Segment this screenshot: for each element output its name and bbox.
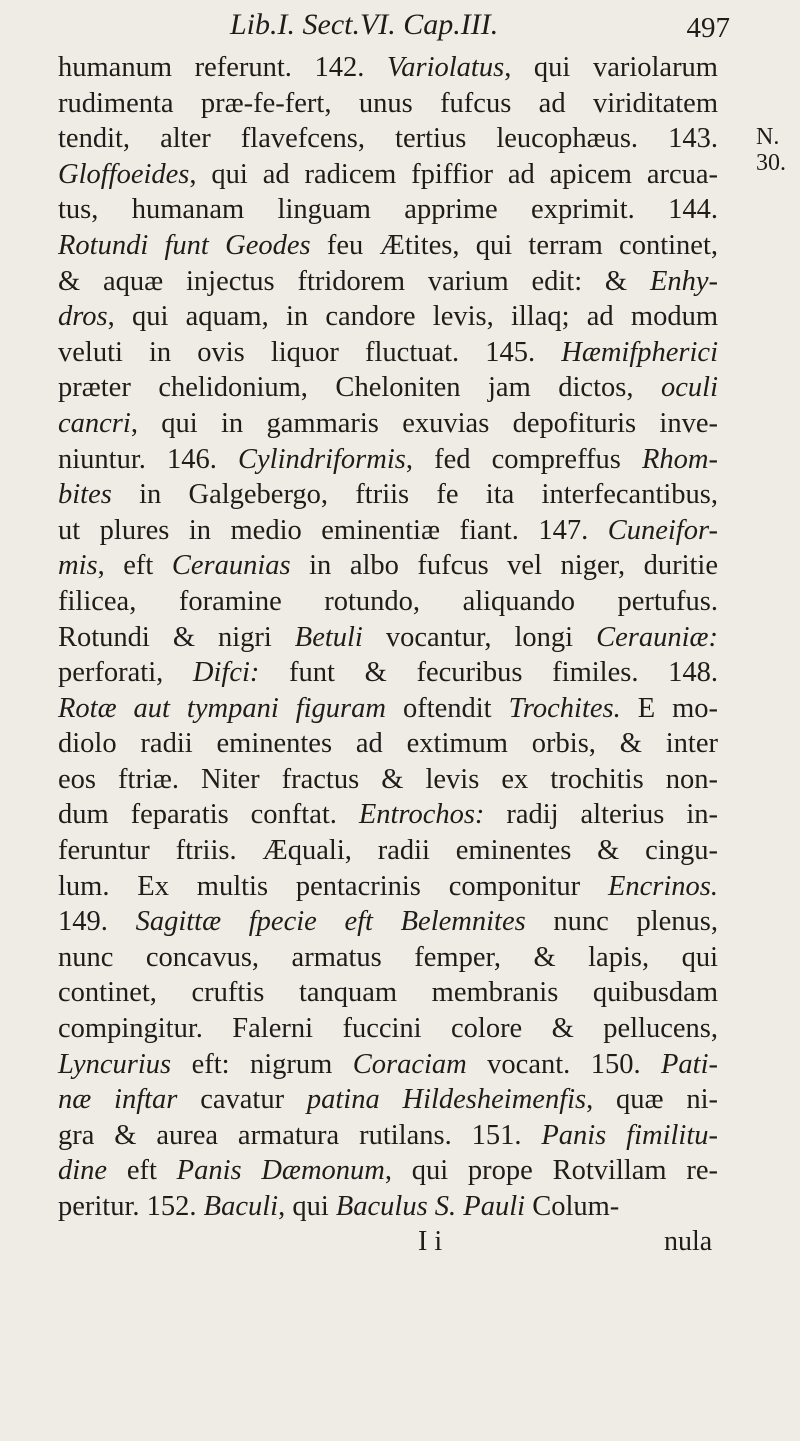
text-line	[58, 1082, 718, 1118]
text-run: Colum-	[525, 1191, 620, 1222]
text-line	[58, 940, 718, 976]
text-run: , qui prope Rotvillam re-	[384, 1155, 718, 1187]
text-line	[58, 264, 718, 300]
text-run: vocantur, longi	[362, 621, 597, 653]
text-line	[58, 975, 718, 1011]
italic-term: Baculi	[203, 1191, 279, 1222]
text-run: in Galgebergo, ftriis fe ita interfecantibus,	[111, 479, 718, 511]
text-run: perforati,	[58, 657, 193, 689]
text-run: , qui variolarum	[504, 52, 718, 83]
text-line	[58, 335, 718, 371]
catchword: nula	[664, 1226, 713, 1257]
text-line	[58, 442, 718, 478]
italic-term: Coraciam	[352, 1048, 467, 1080]
text-run: veluti in ovis liquor fluctuat. 145.	[58, 336, 562, 368]
text-run: peritur. 152.	[58, 1191, 204, 1222]
text-run: præter chelidonium, Cheloniten jam dictos,	[58, 372, 661, 404]
text-run: , eft	[97, 550, 172, 582]
text-line	[58, 1189, 718, 1225]
text-line	[58, 121, 718, 157]
text-run: , qui aquam, in candore levis, illaq; ad modum	[107, 301, 718, 333]
text-run: ut plures in medio eminentiæ fiant. 147.	[58, 514, 608, 546]
text-run: humanum referunt. 142.	[58, 52, 387, 83]
text-run: , qui in gammaris exuvias depofituris inve-	[130, 407, 718, 439]
text-run: radij alterius in-	[484, 799, 718, 831]
text-line	[58, 86, 718, 122]
text-line	[58, 1011, 718, 1047]
text-run: , qui	[278, 1191, 336, 1222]
italic-term: Rotundi funt Geodes	[58, 229, 311, 261]
running-header	[230, 8, 730, 50]
italic-term: Variolatus	[387, 52, 505, 83]
text-run: E mo-	[620, 692, 718, 724]
text-run: feruntur ftriis. Æquali, radii eminentes & cingu-	[58, 835, 718, 867]
italic-term: patina Hildesheimenfis	[306, 1084, 587, 1116]
text-line	[58, 192, 718, 228]
italic-term: Ceraunias	[171, 550, 291, 582]
text-run: lum. Ex multis pentacrinis componitur	[58, 870, 608, 902]
italic-term: Hæmifpherici	[561, 336, 718, 368]
italic-term: Encrinos.	[607, 870, 718, 902]
text-body	[58, 50, 718, 1225]
header-title: Lib.I. Sect.VI. Cap.III.	[230, 8, 499, 41]
italic-term: dine	[58, 1155, 108, 1187]
italic-term: Cylindriformis	[238, 443, 406, 475]
text-line	[58, 157, 718, 193]
italic-term: Baculus S. Pauli	[335, 1191, 526, 1222]
italic-term: Rhom-	[642, 443, 718, 475]
italic-term: Cerauniæ:	[596, 621, 718, 653]
italic-term: dros	[58, 301, 108, 333]
text-run: cavatur	[177, 1084, 307, 1116]
text-run: compingitur. Falerni fuccini colore & pellucens,	[58, 1013, 718, 1045]
text-line	[58, 833, 718, 869]
italic-term: Cuneifor-	[607, 514, 718, 546]
text-run: diolo radii eminentes ad extimum orbis, & inter	[58, 728, 718, 760]
text-run: niuntur. 146.	[58, 443, 238, 475]
italic-term: Difci:	[192, 657, 260, 689]
text-line	[58, 299, 718, 335]
text-line	[58, 513, 718, 549]
italic-term: Betuli	[294, 621, 363, 653]
text-line	[58, 620, 718, 656]
text-run: eft: nigrum	[171, 1048, 353, 1080]
italic-term: Trochites.	[508, 692, 621, 724]
text-run: & aquæ injectus ftridorem varium edit: &	[58, 265, 650, 297]
text-line	[58, 797, 718, 833]
text-run: oftendit	[385, 692, 509, 724]
text-line	[58, 904, 718, 940]
italic-term: Panis Dæmonum	[176, 1155, 385, 1187]
italic-term: Enhy-	[649, 265, 718, 297]
italic-term: Sagittæ fpecie eft Belemnites	[135, 906, 526, 938]
text-line	[58, 228, 718, 264]
italic-term: Gloffoeides	[58, 158, 190, 190]
text-run: funt & fecuribus fimiles. 148.	[259, 657, 718, 689]
italic-term: Rotæ aut tympani figuram	[58, 692, 386, 724]
text-line	[58, 1153, 718, 1189]
italic-term: oculi	[661, 372, 718, 404]
text-run: gra & aurea armatura rutilans. 151.	[58, 1119, 542, 1151]
text-line	[58, 869, 718, 905]
text-line	[58, 691, 718, 727]
italic-term: næ inftar	[58, 1084, 178, 1116]
signature-mark: I i	[418, 1226, 443, 1257]
text-run: tendit, alter flavefcens, tertius leucophæus. 143.	[58, 123, 718, 155]
text-run: tus, humanam linguam apprime exprimit. 144.	[58, 194, 718, 226]
text-run: in albo fufcus vel niger, duritie	[290, 550, 718, 582]
text-line	[58, 584, 718, 620]
text-run: 149.	[58, 906, 136, 938]
text-line	[58, 370, 718, 406]
text-run: , qui ad radicem fpiffior ad apicem arcua-	[189, 158, 718, 190]
text-line	[58, 1118, 718, 1154]
italic-term: Panis fimilitu-	[541, 1119, 718, 1151]
italic-term: bites	[58, 479, 112, 511]
text-run: eos ftriæ. Niter fractus & levis ex trochitis non-	[58, 763, 718, 795]
text-run: feu Ætites, qui terram continet,	[310, 229, 718, 261]
text-line	[58, 762, 718, 798]
text-line	[58, 50, 718, 86]
text-run: , quæ ni-	[586, 1084, 719, 1116]
text-line	[58, 548, 718, 584]
italic-term: Pati-	[661, 1048, 718, 1080]
text-run: dum feparatis conftat.	[58, 799, 359, 831]
italic-term: Entrochos:	[358, 799, 485, 831]
text-line	[58, 406, 718, 442]
text-run: , fed compreffus	[405, 443, 643, 475]
text-run: continet, cruftis tanquam membranis quibusdam	[58, 977, 718, 1009]
text-run: Rotundi & nigri	[58, 621, 295, 653]
text-run: rudimenta præ-fe-fert, unus fufcus ad viriditatem	[58, 87, 718, 119]
italic-term: cancri	[58, 407, 131, 439]
page-number: 497	[686, 12, 730, 44]
text-line	[58, 655, 718, 691]
text-line	[58, 726, 718, 762]
text-line	[58, 1047, 718, 1083]
italic-term: mis	[58, 550, 98, 582]
text-run: nunc plenus,	[525, 906, 719, 938]
margin-note: 30.	[756, 150, 786, 176]
text-run: filicea, foramine rotundo, aliquando pertufus.	[58, 585, 718, 617]
text-run: vocant. 150.	[466, 1048, 661, 1080]
margin-note: N.	[756, 124, 780, 150]
italic-term: Lyncurius	[58, 1048, 172, 1080]
text-line	[58, 477, 718, 513]
text-run: nunc concavus, armatus femper, & lapis, qui	[58, 941, 718, 973]
text-run: eft	[107, 1155, 177, 1187]
